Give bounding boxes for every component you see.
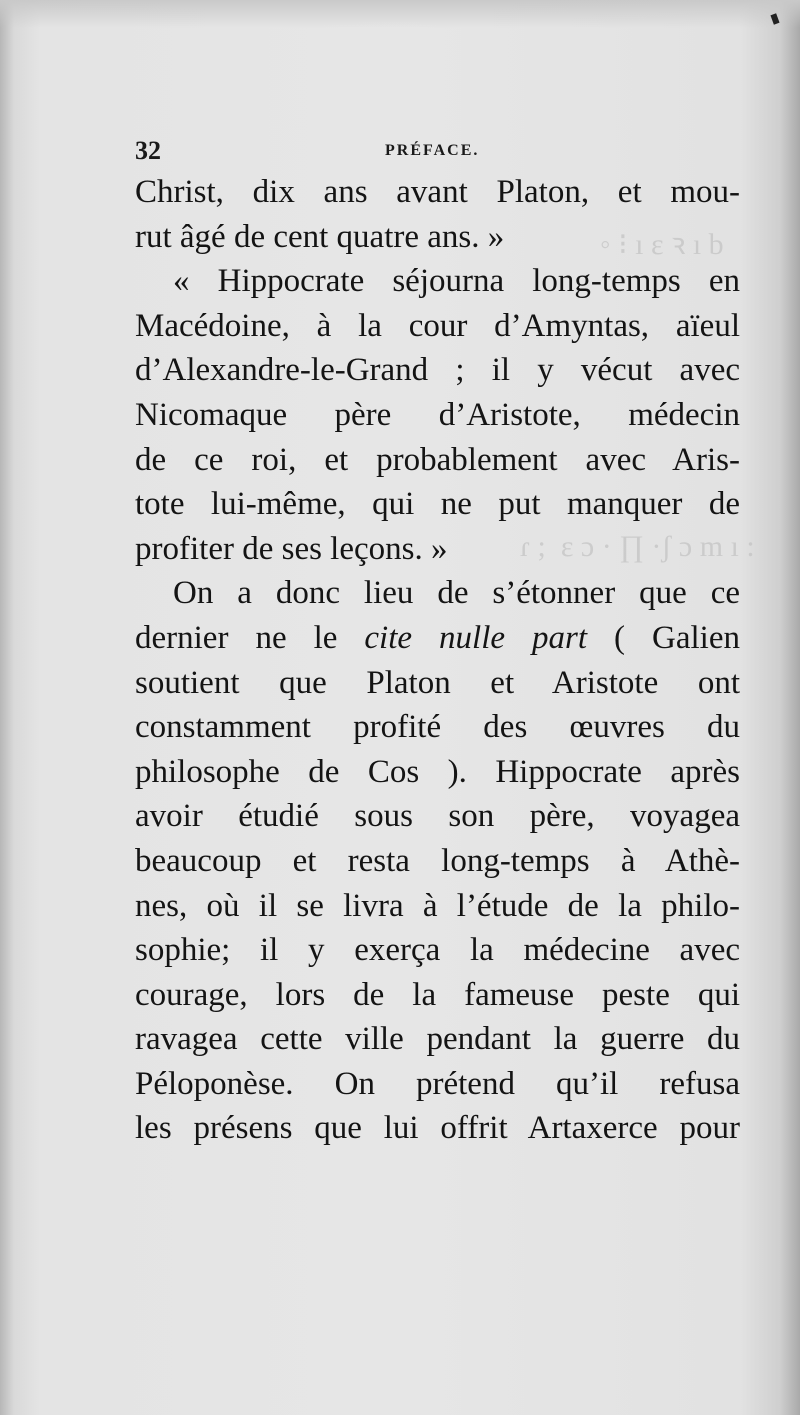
text-line: profiter de ses leçons. » xyxy=(135,530,448,567)
bleed-through-text: ◦ ⁝ ı ε ꝛ ı b xyxy=(600,228,724,261)
text-line: Macédoine, à la cour d’Amyntas, aïeul xyxy=(135,307,740,344)
text-line: sophie; il y exerça la médecine avec xyxy=(135,932,740,969)
text-line: On a donc lieu de s’étonner que ce xyxy=(173,575,740,612)
text-line: de ce roi, et probablement avec Aris- xyxy=(135,441,740,478)
page-edge-shadow xyxy=(0,0,800,28)
running-head xyxy=(135,136,735,166)
text-line xyxy=(135,616,740,661)
text-line: « Hippocrate séjourna long-temps en xyxy=(173,263,740,300)
text-line: nes, où il se livra à l’étude de la philo- xyxy=(135,887,740,924)
text-line: soutient que Platon et Aristote ont xyxy=(135,664,740,701)
text-segment: ( Galien xyxy=(614,619,740,656)
page-header-title: PRÉFACE. xyxy=(385,142,480,159)
text-line: philosophe de Cos ). Hippocrate après xyxy=(135,753,740,790)
text-line: beaucoup et resta long-temps à Athè- xyxy=(135,842,740,879)
text-line: Nicomaque père d’Aristote, médecin xyxy=(135,396,740,433)
text-line: rut âgé de cent quatre ans. » xyxy=(135,218,505,255)
text-line: les présens que lui offrit Artaxerce pour xyxy=(135,1110,740,1147)
text-line: constamment profité des œuvres du xyxy=(135,709,740,746)
text-line: Péloponèse. On prétend qu’il refusa xyxy=(135,1065,740,1102)
body-text xyxy=(135,170,740,1151)
page-number: 32 xyxy=(135,136,161,165)
text-line: Christ, dix ans avant Platon, et mou- xyxy=(135,174,740,210)
text-line: avoir étudié sous son père, voyagea xyxy=(135,798,740,835)
bleed-through-text: ɾ ; ε ɔ · ∏ ·ʃ ɔ m ı : xyxy=(520,530,755,563)
italic-text: cite nulle part xyxy=(364,619,588,656)
text-line: ravagea cette ville pendant la guerre du xyxy=(135,1021,740,1058)
text-line: d’Alexandre-le-Grand ; il y vécut avec xyxy=(135,352,740,389)
text-line: tote lui-même, qui ne put manquer de xyxy=(135,486,740,523)
text-segment: dernier ne le xyxy=(135,619,338,656)
text-line: courage, lors de la fameuse peste qui xyxy=(135,976,740,1013)
